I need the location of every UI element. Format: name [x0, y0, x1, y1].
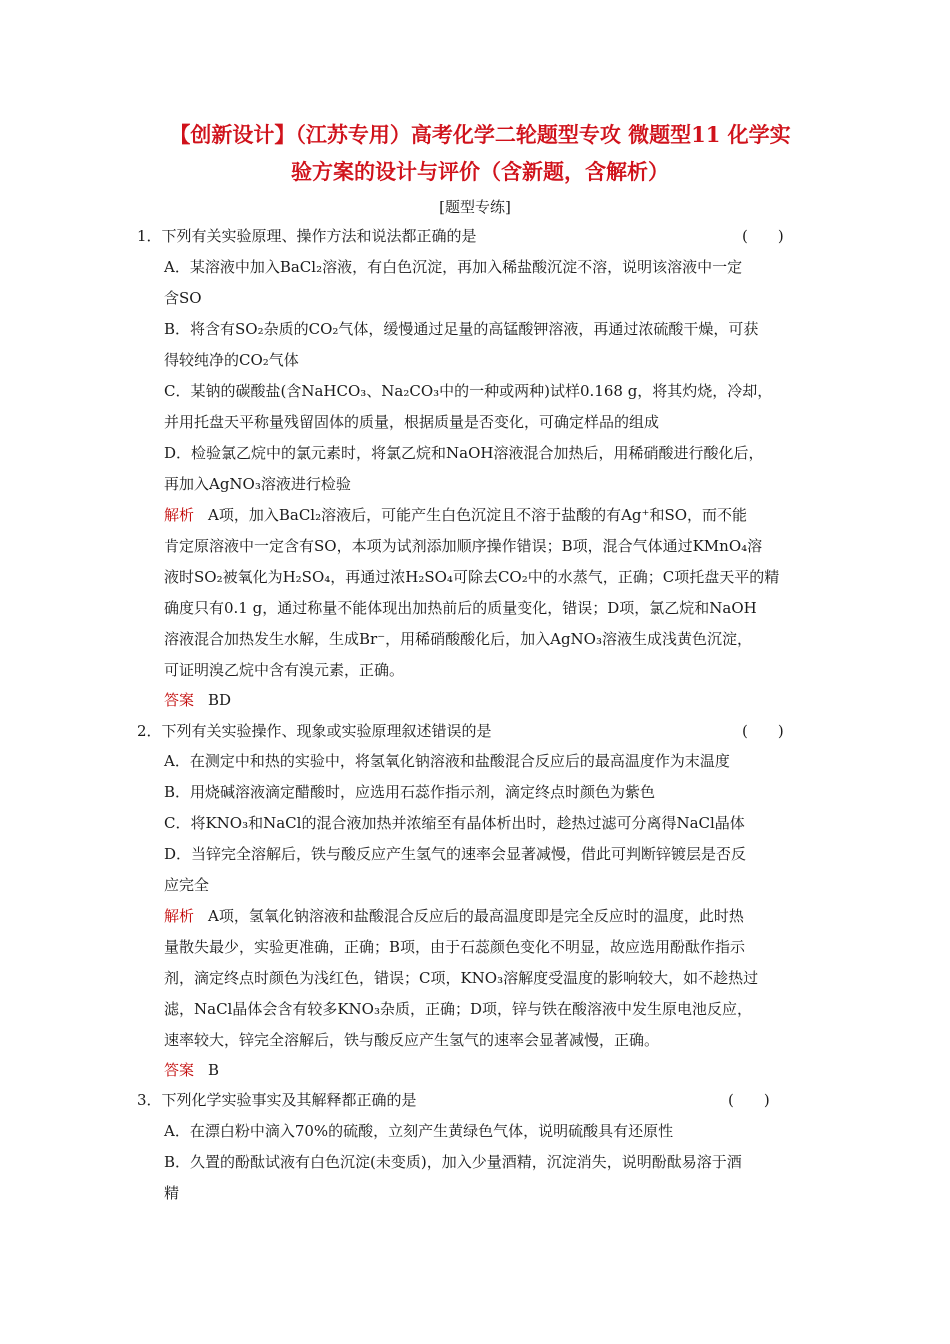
q1-answer	[164, 689, 231, 711]
answer-blank-3: ( )	[728, 1091, 770, 1109]
q1-option-c: C．某钠的碳酸盐(含NaHCO₃、Na₂CO₃中的一种或两种)试样0.168 g，将其灼烧，冷却，	[164, 382, 773, 400]
q2-explanation-line-5: 速率较大，锌完全溶解后，铁与酸反应产生氢气的速率会显著减慢，正确。	[164, 1031, 660, 1049]
q1-option-b: B．将含有SO₂杂质的CO₂气体，缓慢通过足量的高锰酸钾溶液，再通过浓硫酸干燥，可获	[164, 320, 759, 338]
q1-option-a-cont: 含SO	[164, 289, 202, 307]
answer-label: 答案	[164, 691, 195, 709]
document-title-line-2: 验方案的设计与评价（含新题，含解析）	[291, 159, 669, 184]
q2-option-d-cont: 应完全	[164, 876, 210, 894]
q2-explanation-text: A项，氢氧化钠溶液和盐酸混合反应后的最高温度即是完全反应时的温度，此时热	[208, 907, 744, 925]
q1-option-c-cont: 并用托盘天平称量残留固体的质量，根据质量是否变化，可确定样品的组成	[164, 413, 660, 431]
section-subtitle: [题型专练]	[439, 198, 511, 216]
q2-answer	[164, 1059, 219, 1081]
explanation-label: 解析	[164, 506, 195, 524]
q2-explanation-line-4: 滤，NaCl晶体会含有较多KNO₃杂质，正确；D项，锌与铁在酸溶液中发生原电池反应，	[164, 1000, 753, 1018]
q1-option-b-cont: 得较纯净的CO₂气体	[164, 351, 299, 369]
q1-option-d-cont: 再加入AgNO₃溶液进行检验	[164, 475, 351, 493]
answer-blank-1: ( )	[742, 227, 784, 245]
q2-option-c: C．将KNO₃和NaCl的混合液加热并浓缩至有晶体析出时，趁热过滤可分离得NaCl晶体	[164, 814, 745, 832]
q3-option-a: A．在漂白粉中滴入70%的硫酸，立刻产生黄绿色气体，说明硫酸具有还原性	[164, 1122, 674, 1140]
q2-explanation-line-3: 剂，滴定终点时颜色为浅红色，错误；C项，KNO₃溶解度受温度的影响较大，如不趁热过	[164, 969, 759, 987]
question-2-stem: 2．下列有关实验操作、现象或实验原理叙述错误的是	[137, 722, 492, 740]
q2-option-b: B．用烧碱溶液滴定醋酸时，应选用石蕊作指示剂，滴定终点时颜色为紫色	[164, 783, 656, 801]
q2-option-d: D．当锌完全溶解后，铁与酸反应产生氢气的速率会显著减慢，借此可判断锌镀层是否反	[164, 845, 747, 863]
q1-option-d: D．检验氯乙烷中的氯元素时，将氯乙烷和NaOH溶液混合加热后，用稀硝酸进行酸化后，	[164, 444, 764, 462]
q1-explanation-line-3: 液时SO₂被氧化为H₂SO₄，再通过浓H₂SO₄可除去CO₂中的水蒸气，正确；C项托盘天平的精	[164, 568, 780, 586]
q1-explanation	[164, 504, 747, 526]
q1-explanation-line-4: 确度只有0.1 g，通过称量不能体现出加热前后的质量变化，错误；D项，氯乙烷和NaOH	[164, 599, 757, 617]
q2-explanation-line-2: 量散失最少，实验更准确，正确；B项，由于石蕊颜色变化不明显，故应选用酚酞作指示	[164, 938, 746, 956]
answer-label: 答案	[164, 1061, 195, 1079]
q2-option-a: A．在测定中和热的实验中，将氢氧化钠溶液和盐酸混合反应后的最高温度作为末温度	[164, 752, 730, 770]
q3-option-b: B．久置的酚酞试液有白色沉淀(未变质)，加入少量酒精，沉淀消失，说明酚酞易溶于酒	[164, 1153, 742, 1171]
question-3-stem: 3．下列化学实验事实及其解释都正确的是	[137, 1091, 417, 1109]
q1-explanation-text: A项，加入BaCl₂溶液后，可能产生白色沉淀且不溶于盐酸的有Ag⁺和SO，而不能	[208, 506, 748, 524]
q2-explanation	[164, 905, 744, 927]
q1-answer-value: BD	[208, 691, 232, 709]
document-title-line-1: 【创新设计】（江苏专用）高考化学二轮题型专攻 微题型11 化学实	[169, 122, 791, 147]
q1-explanation-line-5: 溶液混合加热发生水解，生成Br⁻，用稀硝酸酸化后，加入AgNO₃溶液生成浅黄色沉淀，	[164, 630, 752, 648]
q3-option-b-cont: 精	[164, 1184, 180, 1202]
q1-option-a: A．某溶液中加入BaCl₂溶液，有白色沉淀，再加入稀盐酸沉淀不溶，说明该溶液中一定	[164, 258, 743, 276]
explanation-label: 解析	[164, 907, 195, 925]
q2-answer-value: B	[208, 1061, 220, 1079]
q1-explanation-line-6: 可证明溴乙烷中含有溴元素，正确。	[164, 661, 405, 679]
answer-blank-2: ( )	[742, 722, 784, 740]
q1-explanation-line-2: 肯定原溶液中一定含有SO，本项为试剂添加顺序操作错误；B项，混合气体通过KMnO₄溶	[164, 537, 763, 555]
question-1-stem: 1．下列有关实验原理、操作方法和说法都正确的是	[137, 227, 477, 245]
